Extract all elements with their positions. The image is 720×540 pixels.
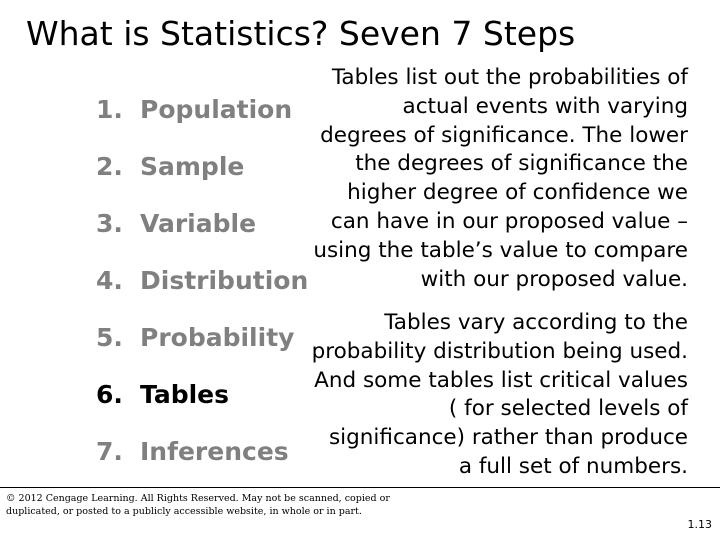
step-number: 4. <box>96 266 123 295</box>
step-item-tables <box>96 380 308 437</box>
description-line: And some tables list critical values <box>314 367 688 393</box>
description-line: higher degree of confidence we <box>347 180 688 206</box>
description-line: can have in our proposed value – <box>330 208 688 234</box>
step-item-probability <box>96 323 308 380</box>
step-number: 3. <box>96 209 123 238</box>
footer-divider <box>0 487 720 488</box>
step-label: Distribution <box>140 266 309 295</box>
copyright-notice <box>6 492 390 518</box>
description-line: ( for selected levels of <box>448 396 688 422</box>
steps-list <box>96 95 308 494</box>
description-line: actual events with varying <box>402 93 688 119</box>
step-number: 5. <box>96 323 123 352</box>
step-label: Population <box>140 95 293 124</box>
step-item-sample <box>96 152 308 209</box>
step-item-population <box>96 95 308 152</box>
step-item-inferences <box>96 437 308 494</box>
copyright-line: © 2012 Cengage Learning. All Rights Reserved. May not be scanned, copied or <box>6 493 390 504</box>
description-line: degrees of significance. The lower <box>320 122 688 148</box>
step-number: 7. <box>96 437 123 466</box>
step-label: Tables <box>140 380 230 409</box>
description-paragraph-1 <box>313 64 688 294</box>
step-number: 1. <box>96 95 123 124</box>
step-label: Variable <box>140 209 257 238</box>
description-line: a full set of numbers. <box>458 453 688 479</box>
description-line: probability distribution being used. <box>311 338 688 364</box>
description-line: with our proposed value. <box>420 266 688 292</box>
step-number: 2. <box>96 152 123 181</box>
step-number: 6. <box>96 380 123 409</box>
step-label: Inferences <box>140 437 289 466</box>
copyright-line: duplicated, or posted to a publicly accessible website, in whole or in part. <box>6 506 362 517</box>
step-item-distribution <box>96 266 308 323</box>
step-item-variable <box>96 209 308 266</box>
description-paragraph-2 <box>312 309 688 482</box>
slide-title: What is Statistics? Seven 7 Steps <box>26 14 576 53</box>
description-line: Tables list out the probabilities of <box>331 65 688 90</box>
description-line: using the table’s value to compare <box>313 237 688 263</box>
step-label: Sample <box>140 152 245 181</box>
description-line: the degrees of significance the <box>355 151 688 177</box>
description-line: significance) rather than produce <box>328 425 688 451</box>
step-label: Probability <box>140 323 295 352</box>
page-number: 1.13 <box>687 518 712 531</box>
description-line: Tables vary according to the <box>384 310 688 335</box>
